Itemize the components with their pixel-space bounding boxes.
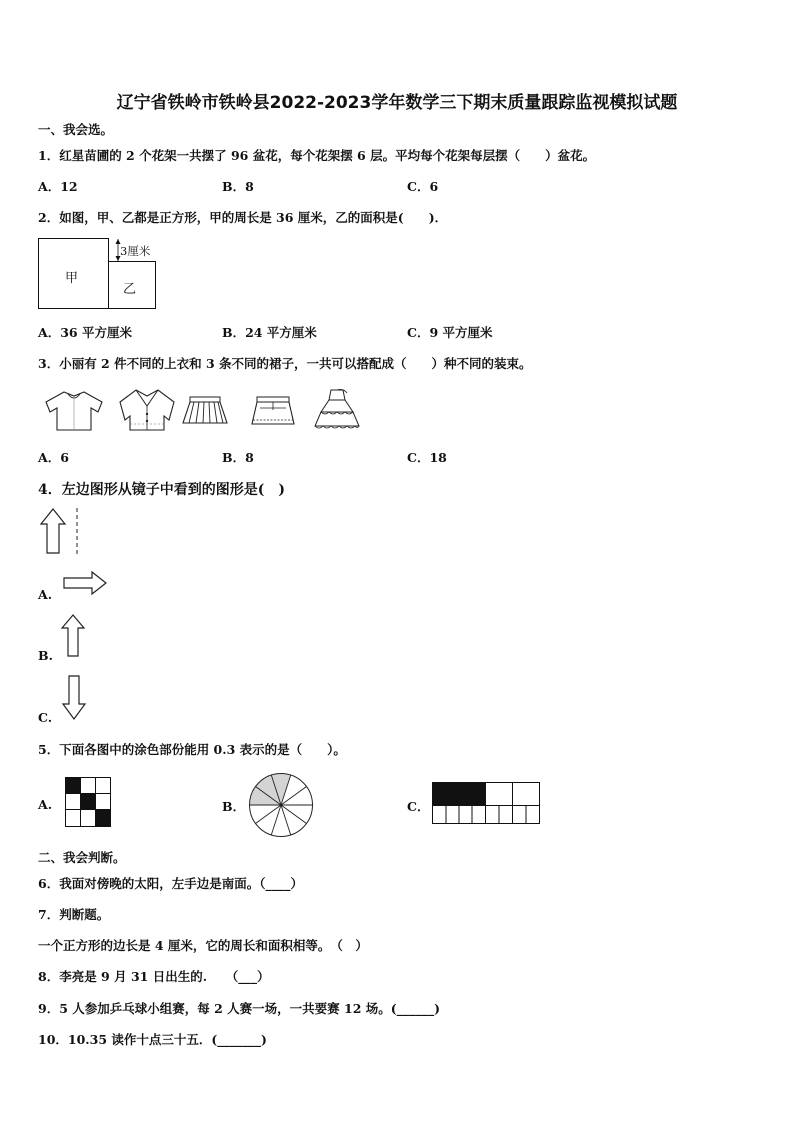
q2-option-b: B．24 平方厘米 bbox=[222, 325, 317, 340]
q4-option-b: B. bbox=[38, 648, 53, 663]
jacket-icon bbox=[118, 388, 176, 432]
question-4: 4．左边图形从镜子中看到的图形是( ) bbox=[38, 482, 285, 498]
q5-option-c: C． bbox=[407, 799, 430, 814]
label-jia: 甲 bbox=[65, 271, 79, 286]
question-8: 8．李亮是 9 月 31 日出生的. （___） bbox=[38, 969, 270, 984]
dimension-label: 3厘米 bbox=[120, 244, 151, 258]
q5-option-a: A. bbox=[38, 797, 53, 812]
question-7: 7．判断题。 bbox=[38, 907, 110, 922]
down-arrow-icon bbox=[62, 675, 88, 721]
q1-option-b: B．8 bbox=[222, 179, 254, 194]
page-title: 辽宁省铁岭市铁岭县2022-2023学年数学三下期末质量跟踪监视模拟试题 bbox=[116, 93, 678, 113]
skirt-icon bbox=[182, 396, 228, 426]
q2-option-c: C．9 平方厘米 bbox=[407, 325, 493, 340]
question-6: 6．我面对傍晚的太阳，左手边是南面。（____） bbox=[38, 876, 303, 891]
question-3: 3．小丽有 2 件不同的上衣和 3 条不同的裙子，一共可以搭配成（ ）种不同的装束。 bbox=[38, 356, 532, 371]
up-arrow-icon bbox=[40, 508, 80, 556]
skirt-icon bbox=[250, 396, 296, 428]
question-2: 2．如图，甲、乙都是正方形，甲的周长是 36 厘米，乙的面积是( )． bbox=[38, 210, 448, 225]
q2-option-a: A．36 平方厘米 bbox=[38, 325, 132, 340]
question-1: 1．红星苗圃的 2 个花架一共摆了 96 盆花，每个花架摆 6 层。平均每个花架每层摆（ ）盆花。 bbox=[38, 148, 596, 163]
strip-figure bbox=[432, 782, 542, 826]
up-arrow-icon bbox=[61, 614, 87, 658]
question-10: 10．10.35 读作十点三十五．(_______) bbox=[38, 1032, 267, 1047]
q1-option-a: A．12 bbox=[38, 179, 78, 194]
q5-option-b: B． bbox=[222, 799, 246, 814]
q3-option-c: C．18 bbox=[407, 450, 447, 465]
q4-option-a: A. bbox=[38, 587, 53, 602]
q3-option-a: A．6 bbox=[38, 450, 69, 465]
shirt-icon bbox=[46, 390, 104, 432]
section-heading-judge: 二、我会判断。 bbox=[38, 850, 126, 865]
q3-option-b: B．8 bbox=[222, 450, 254, 465]
section-heading-choice: 一、我会选。 bbox=[38, 122, 114, 137]
question-5: 5．下面各图中的涂色部份能用 0.3 表示的是（ ）。 bbox=[38, 742, 346, 757]
label-yi: 乙 bbox=[123, 282, 137, 297]
question-9: 9．5 人参加乒乓球小组赛，每 2 人赛一场，一共要赛 12 场。(______) bbox=[38, 1001, 441, 1016]
skirt-icon bbox=[313, 388, 361, 430]
q1-option-c: C．6 bbox=[407, 179, 439, 194]
q4-option-c: C. bbox=[38, 710, 53, 725]
grid-figure bbox=[65, 777, 113, 829]
right-arrow-icon bbox=[63, 571, 107, 597]
question-7-statement: 一个正方形的边长是 4 厘米，它的周长和面积相等。 （ ） bbox=[38, 938, 368, 953]
circle-figure bbox=[248, 772, 314, 838]
